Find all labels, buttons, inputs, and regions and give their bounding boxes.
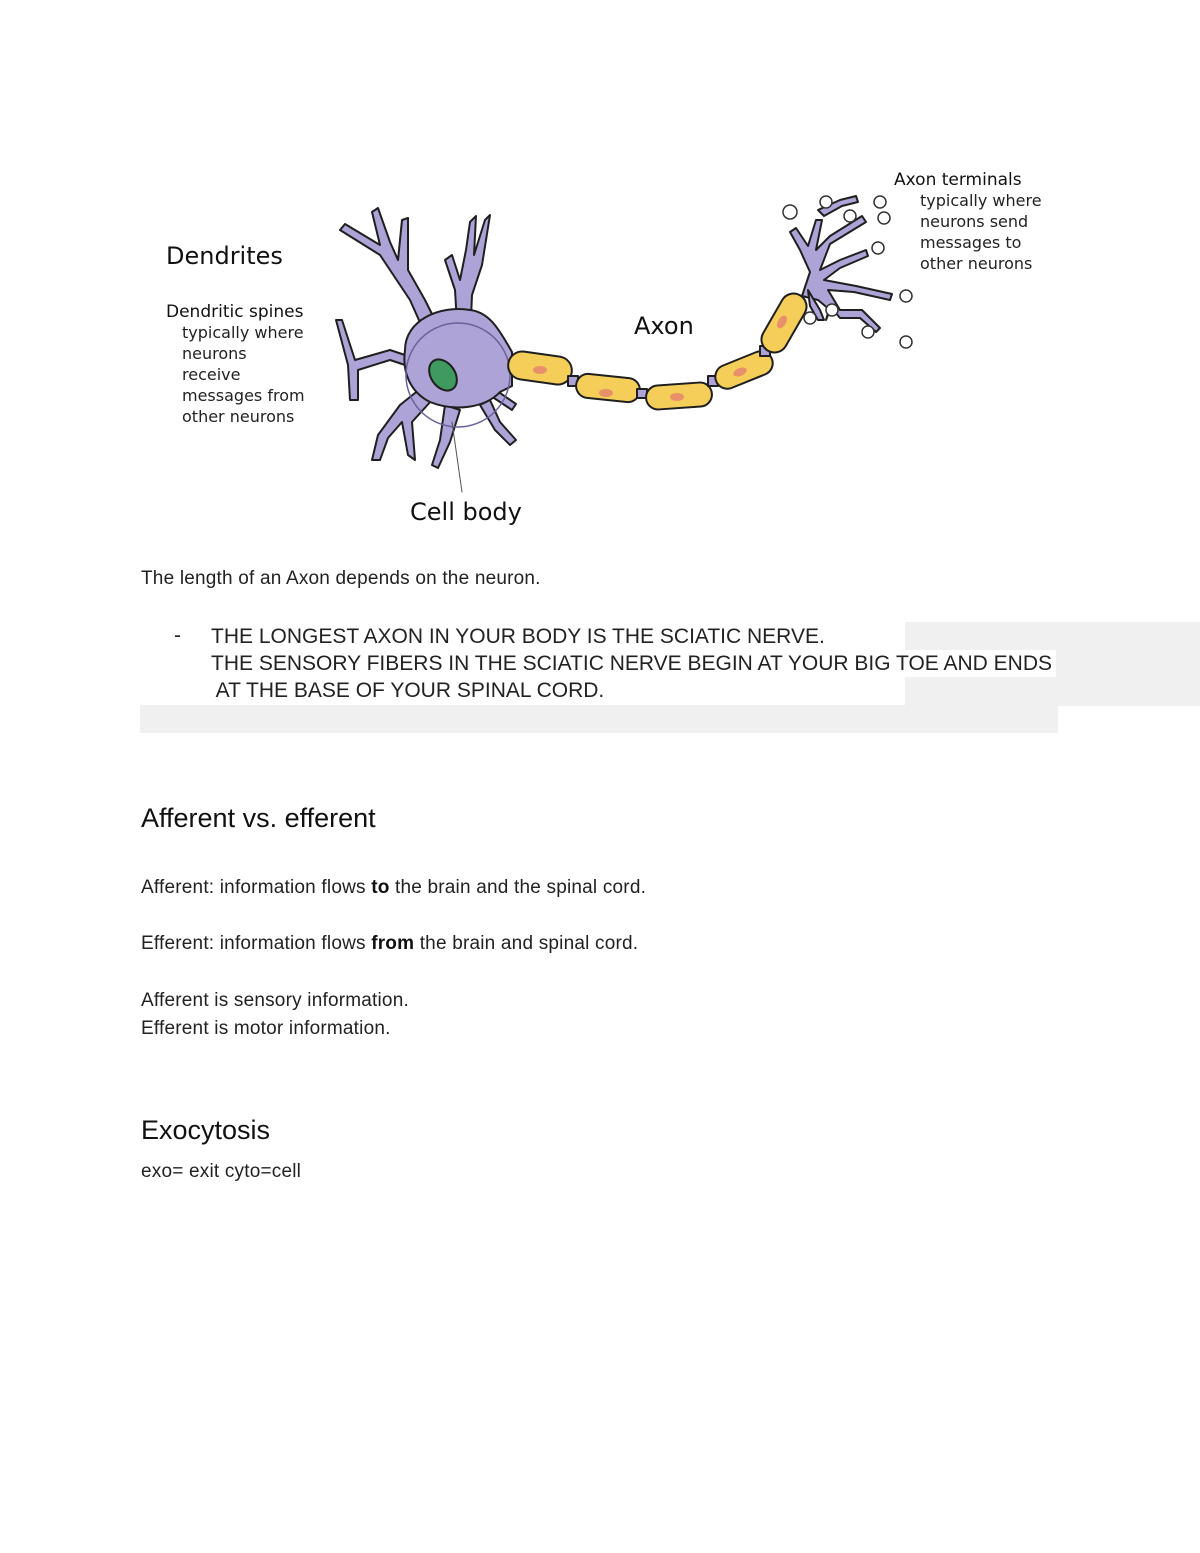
- emphasis-to: to: [371, 877, 390, 898]
- heading-exocytosis: Exocytosis: [141, 1115, 271, 1145]
- label-dendritic-spines: Dendritic spines: [166, 302, 304, 322]
- emphasis-from: from: [371, 933, 415, 954]
- myelin-sheath-segments: [506, 289, 811, 410]
- heading-afferent-vs-efferent: Afferent vs. efferent: [141, 803, 376, 833]
- exocytosis-definition: exo= exit cyto=cell: [141, 1161, 302, 1182]
- bullet-line-2: THE SENSORY FIBERS IN THE SCIATIC NERVE BEGIN AT YOUR BIG TOE AND ENDS: [211, 650, 1056, 677]
- label-dendrites: Dendrites: [166, 242, 283, 270]
- efferent-motor-line: Efferent is motor information.: [141, 1018, 391, 1039]
- label-axon-terminals-desc: typically where neurons send messages to other neurons: [920, 191, 1042, 273]
- highlight-band-bottom: [140, 705, 1058, 733]
- bullet-line-3: AT THE BASE OF YOUR SPINAL CORD.: [211, 677, 608, 704]
- label-axon: Axon: [634, 312, 694, 340]
- efferent-definition: Efferent: information flows from the brain and spinal cord.: [141, 933, 639, 954]
- bullet-line-1: THE LONGEST AXON IN YOUR BODY IS THE SCIATIC NERVE.: [211, 623, 829, 650]
- label-dendritic-spines-desc: typically where neurons receive messages from other neurons: [182, 323, 305, 426]
- label-cell-body: Cell body: [410, 498, 522, 526]
- bullet-marker: -: [174, 624, 181, 647]
- afferent-sensory-line: Afferent is sensory information.: [141, 990, 409, 1011]
- afferent-definition: Afferent: information flows to the brain and the spinal cord.: [141, 877, 647, 898]
- dendrites-shape: [336, 208, 516, 468]
- intro-paragraph: The length of an Axon depends on the neuron.: [141, 568, 541, 589]
- terminal-bulbs: [783, 196, 912, 348]
- label-axon-terminals: Axon terminals: [894, 170, 1022, 190]
- neuron-diagram: [140, 160, 1060, 540]
